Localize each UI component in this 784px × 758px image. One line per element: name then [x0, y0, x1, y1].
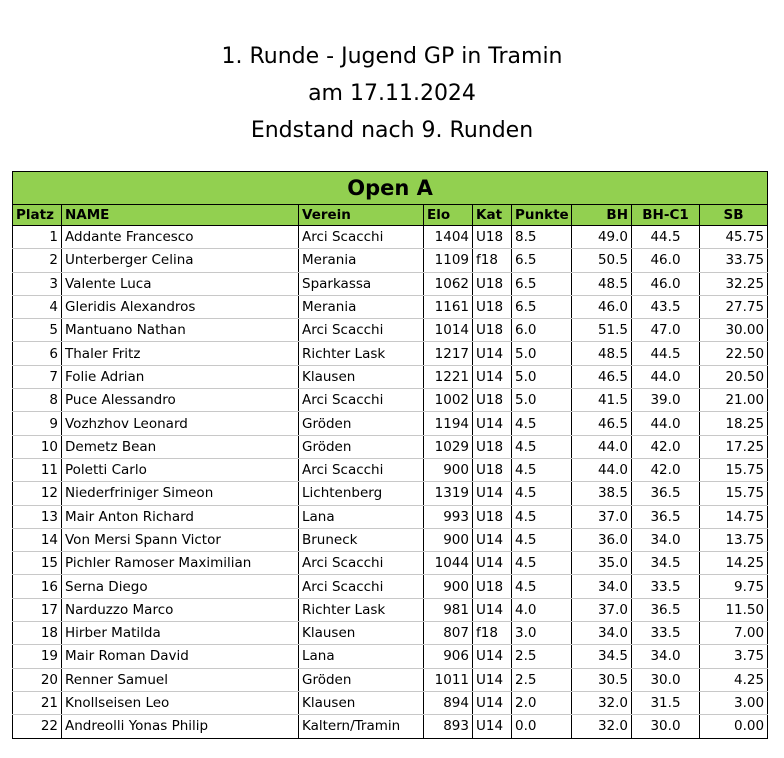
cell-platz: 7 — [13, 365, 62, 388]
cell-bh: 49.0 — [572, 226, 632, 249]
cell-sb: 11.50 — [700, 598, 768, 621]
cell-kat: U18 — [473, 272, 512, 295]
cell-verein: Richter Lask — [299, 598, 424, 621]
cell-bhc1: 34.0 — [632, 528, 700, 551]
cell-punkte: 6.5 — [512, 249, 572, 272]
cell-name: Thaler Fritz — [62, 342, 299, 365]
cell-verein: Merania — [299, 249, 424, 272]
cell-elo: 1002 — [424, 389, 473, 412]
cell-bhc1: 43.5 — [632, 295, 700, 318]
cell-punkte: 4.5 — [512, 528, 572, 551]
cell-bhc1: 46.0 — [632, 272, 700, 295]
cell-sb: 15.75 — [700, 482, 768, 505]
cell-bh: 51.5 — [572, 319, 632, 342]
cell-elo: 1404 — [424, 226, 473, 249]
cell-sb: 22.50 — [700, 342, 768, 365]
cell-elo: 1194 — [424, 412, 473, 435]
cell-bhc1: 36.5 — [632, 505, 700, 528]
cell-platz: 20 — [13, 668, 62, 691]
cell-bhc1: 33.5 — [632, 575, 700, 598]
cell-punkte: 5.0 — [512, 365, 572, 388]
cell-verein: Arci Scacchi — [299, 319, 424, 342]
cell-platz: 1 — [13, 226, 62, 249]
cell-verein: Klausen — [299, 691, 424, 714]
cell-name: Demetz Bean — [62, 435, 299, 458]
table-row — [13, 482, 768, 505]
cell-platz: 6 — [13, 342, 62, 365]
cell-punkte: 4.5 — [512, 505, 572, 528]
cell-bh: 46.5 — [572, 365, 632, 388]
table-row — [13, 691, 768, 714]
cell-bh: 35.0 — [572, 552, 632, 575]
table-row — [13, 552, 768, 575]
cell-kat: U18 — [473, 505, 512, 528]
col-header-bh: BH — [572, 205, 632, 226]
cell-elo: 1062 — [424, 272, 473, 295]
cell-sb: 3.00 — [700, 691, 768, 714]
cell-name: Andreolli Yonas Philip — [62, 715, 299, 738]
cell-verein: Gröden — [299, 435, 424, 458]
cell-verein: Lana — [299, 645, 424, 668]
cell-verein: Arci Scacchi — [299, 458, 424, 481]
cell-bh: 30.5 — [572, 668, 632, 691]
cell-platz: 22 — [13, 715, 62, 738]
cell-elo: 1011 — [424, 668, 473, 691]
cell-bh: 48.5 — [572, 272, 632, 295]
cell-bh: 34.0 — [572, 575, 632, 598]
cell-bhc1: 34.5 — [632, 552, 700, 575]
cell-bhc1: 44.5 — [632, 342, 700, 365]
cell-name: Niederfriniger Simeon — [62, 482, 299, 505]
cell-sb: 0.00 — [700, 715, 768, 738]
cell-punkte: 6.5 — [512, 295, 572, 318]
cell-elo: 1217 — [424, 342, 473, 365]
table-row — [13, 342, 768, 365]
cell-punkte: 3.0 — [512, 622, 572, 645]
cell-name: Addante Francesco — [62, 226, 299, 249]
table-row — [13, 715, 768, 738]
cell-verein: Arci Scacchi — [299, 389, 424, 412]
cell-platz: 9 — [13, 412, 62, 435]
cell-sb: 27.75 — [700, 295, 768, 318]
cell-bhc1: 30.0 — [632, 715, 700, 738]
cell-sb: 13.75 — [700, 528, 768, 551]
col-header-elo: Elo — [424, 205, 473, 226]
table-row — [13, 458, 768, 481]
cell-punkte: 4.5 — [512, 412, 572, 435]
group-title: Open A — [13, 172, 768, 205]
cell-platz: 18 — [13, 622, 62, 645]
table-row — [13, 389, 768, 412]
cell-bhc1: 31.5 — [632, 691, 700, 714]
cell-kat: U14 — [473, 598, 512, 621]
cell-name: Narduzzo Marco — [62, 598, 299, 621]
cell-verein: Bruneck — [299, 528, 424, 551]
cell-bhc1: 34.0 — [632, 645, 700, 668]
cell-bhc1: 39.0 — [632, 389, 700, 412]
cell-kat: U18 — [473, 435, 512, 458]
cell-platz: 3 — [13, 272, 62, 295]
cell-platz: 5 — [13, 319, 62, 342]
cell-elo: 1319 — [424, 482, 473, 505]
cell-platz: 17 — [13, 598, 62, 621]
table-row — [13, 598, 768, 621]
col-header-kat: Kat — [473, 205, 512, 226]
cell-platz: 21 — [13, 691, 62, 714]
cell-sb: 14.25 — [700, 552, 768, 575]
cell-verein: Gröden — [299, 668, 424, 691]
cell-sb: 17.25 — [700, 435, 768, 458]
table-row — [13, 249, 768, 272]
cell-sb: 32.25 — [700, 272, 768, 295]
cell-verein: Arci Scacchi — [299, 575, 424, 598]
cell-kat: U14 — [473, 552, 512, 575]
cell-punkte: 6.0 — [512, 319, 572, 342]
cell-kat: U18 — [473, 226, 512, 249]
cell-kat: U14 — [473, 528, 512, 551]
cell-name: Vozhzhov Leonard — [62, 412, 299, 435]
cell-bh: 34.0 — [572, 622, 632, 645]
table-row — [13, 295, 768, 318]
cell-name: Unterberger Celina — [62, 249, 299, 272]
cell-verein: Sparkassa — [299, 272, 424, 295]
cell-kat: U14 — [473, 342, 512, 365]
cell-platz: 13 — [13, 505, 62, 528]
cell-sb: 9.75 — [700, 575, 768, 598]
cell-bh: 46.0 — [572, 295, 632, 318]
cell-bh: 48.5 — [572, 342, 632, 365]
table-row — [13, 528, 768, 551]
cell-elo: 906 — [424, 645, 473, 668]
cell-verein: Merania — [299, 295, 424, 318]
cell-bhc1: 36.5 — [632, 482, 700, 505]
cell-sb: 4.25 — [700, 668, 768, 691]
cell-punkte: 5.0 — [512, 342, 572, 365]
group-header-row — [13, 172, 768, 205]
cell-sb: 7.00 — [700, 622, 768, 645]
col-header-sb: SB — [700, 205, 768, 226]
report-heading — [0, 38, 784, 149]
table-row — [13, 505, 768, 528]
cell-name: Poletti Carlo — [62, 458, 299, 481]
cell-bh: 41.5 — [572, 389, 632, 412]
cell-sb: 33.75 — [700, 249, 768, 272]
cell-name: Renner Samuel — [62, 668, 299, 691]
cell-kat: U18 — [473, 575, 512, 598]
cell-punkte: 4.5 — [512, 552, 572, 575]
cell-bh: 32.0 — [572, 715, 632, 738]
cell-kat: U14 — [473, 365, 512, 388]
cell-elo: 993 — [424, 505, 473, 528]
cell-platz: 2 — [13, 249, 62, 272]
cell-platz: 14 — [13, 528, 62, 551]
cell-sb: 15.75 — [700, 458, 768, 481]
cell-elo: 1109 — [424, 249, 473, 272]
heading-date: am 17.11.2024 — [308, 81, 476, 106]
cell-bh: 44.0 — [572, 458, 632, 481]
cell-kat: U14 — [473, 715, 512, 738]
cell-name: Gleridis Alexandros — [62, 295, 299, 318]
cell-verein: Arci Scacchi — [299, 552, 424, 575]
table-row — [13, 435, 768, 458]
cell-bh: 38.5 — [572, 482, 632, 505]
cell-platz: 11 — [13, 458, 62, 481]
cell-bhc1: 36.5 — [632, 598, 700, 621]
cell-sb: 45.75 — [700, 226, 768, 249]
table-row — [13, 272, 768, 295]
cell-kat: U14 — [473, 412, 512, 435]
cell-platz: 8 — [13, 389, 62, 412]
col-header-verein: Verein — [299, 205, 424, 226]
cell-bhc1: 44.5 — [632, 226, 700, 249]
table-row — [13, 575, 768, 598]
cell-bhc1: 30.0 — [632, 668, 700, 691]
cell-verein: Klausen — [299, 365, 424, 388]
heading-title: 1. Runde - Jugend GP in Tramin — [221, 44, 563, 69]
cell-elo: 900 — [424, 528, 473, 551]
cell-punkte: 4.5 — [512, 482, 572, 505]
cell-elo: 1161 — [424, 295, 473, 318]
cell-name: Mair Roman David — [62, 645, 299, 668]
cell-name: Mair Anton Richard — [62, 505, 299, 528]
col-header-platz: Platz — [13, 205, 62, 226]
cell-bh: 37.0 — [572, 505, 632, 528]
standings-table — [12, 171, 768, 739]
table-row — [13, 412, 768, 435]
cell-sb: 30.00 — [700, 319, 768, 342]
cell-name: Puce Alessandro — [62, 389, 299, 412]
cell-punkte: 4.5 — [512, 458, 572, 481]
cell-name: Valente Luca — [62, 272, 299, 295]
cell-kat: U14 — [473, 668, 512, 691]
cell-elo: 1221 — [424, 365, 473, 388]
cell-sb: 21.00 — [700, 389, 768, 412]
cell-bh: 50.5 — [572, 249, 632, 272]
cell-elo: 1014 — [424, 319, 473, 342]
table-row — [13, 365, 768, 388]
cell-bhc1: 33.5 — [632, 622, 700, 645]
cell-elo: 893 — [424, 715, 473, 738]
cell-kat: U18 — [473, 319, 512, 342]
cell-bh: 32.0 — [572, 691, 632, 714]
cell-kat: U14 — [473, 482, 512, 505]
cell-bhc1: 46.0 — [632, 249, 700, 272]
cell-bhc1: 42.0 — [632, 458, 700, 481]
column-header-row — [13, 205, 768, 226]
cell-name: Pichler Ramoser Maximilian — [62, 552, 299, 575]
cell-verein: Lana — [299, 505, 424, 528]
cell-kat: f18 — [473, 622, 512, 645]
cell-punkte: 4.5 — [512, 435, 572, 458]
cell-sb: 18.25 — [700, 412, 768, 435]
cell-elo: 894 — [424, 691, 473, 714]
cell-verein: Richter Lask — [299, 342, 424, 365]
cell-name: Von Mersi Spann Victor — [62, 528, 299, 551]
cell-elo: 900 — [424, 575, 473, 598]
cell-verein: Gröden — [299, 412, 424, 435]
cell-platz: 15 — [13, 552, 62, 575]
cell-platz: 12 — [13, 482, 62, 505]
cell-bhc1: 47.0 — [632, 319, 700, 342]
cell-verein: Arci Scacchi — [299, 226, 424, 249]
standings-body — [13, 226, 768, 739]
cell-bhc1: 42.0 — [632, 435, 700, 458]
cell-sb: 20.50 — [700, 365, 768, 388]
cell-verein: Klausen — [299, 622, 424, 645]
cell-punkte: 4.5 — [512, 575, 572, 598]
cell-platz: 19 — [13, 645, 62, 668]
table-row — [13, 622, 768, 645]
cell-verein: Kaltern/Tramin — [299, 715, 424, 738]
table-row — [13, 645, 768, 668]
cell-elo: 900 — [424, 458, 473, 481]
cell-punkte: 4.0 — [512, 598, 572, 621]
table-row — [13, 319, 768, 342]
cell-elo: 1044 — [424, 552, 473, 575]
cell-punkte: 8.5 — [512, 226, 572, 249]
cell-kat: U14 — [473, 691, 512, 714]
cell-bh: 34.5 — [572, 645, 632, 668]
cell-punkte: 5.0 — [512, 389, 572, 412]
cell-kat: U18 — [473, 295, 512, 318]
cell-punkte: 0.0 — [512, 715, 572, 738]
col-header-name: NAME — [62, 205, 299, 226]
table-row — [13, 226, 768, 249]
cell-name: Mantuano Nathan — [62, 319, 299, 342]
cell-platz: 16 — [13, 575, 62, 598]
cell-bhc1: 44.0 — [632, 412, 700, 435]
cell-elo: 1029 — [424, 435, 473, 458]
cell-verein: Lichtenberg — [299, 482, 424, 505]
cell-kat: U18 — [473, 389, 512, 412]
cell-sb: 14.75 — [700, 505, 768, 528]
cell-platz: 10 — [13, 435, 62, 458]
cell-punkte: 2.5 — [512, 668, 572, 691]
cell-punkte: 2.0 — [512, 691, 572, 714]
cell-punkte: 6.5 — [512, 272, 572, 295]
cell-bh: 46.5 — [572, 412, 632, 435]
cell-name: Folie Adrian — [62, 365, 299, 388]
cell-bhc1: 44.0 — [632, 365, 700, 388]
cell-bh: 44.0 — [572, 435, 632, 458]
cell-bh: 37.0 — [572, 598, 632, 621]
cell-elo: 807 — [424, 622, 473, 645]
cell-platz: 4 — [13, 295, 62, 318]
cell-name: Hirber Matilda — [62, 622, 299, 645]
cell-sb: 3.75 — [700, 645, 768, 668]
table-row — [13, 668, 768, 691]
cell-name: Serna Diego — [62, 575, 299, 598]
cell-name: Knollseisen Leo — [62, 691, 299, 714]
col-header-punkte: Punkte — [512, 205, 572, 226]
col-header-bhc1: BH-C1 — [632, 205, 700, 226]
cell-bh: 36.0 — [572, 528, 632, 551]
heading-subtitle: Endstand nach 9. Runden — [250, 118, 534, 143]
cell-punkte: 2.5 — [512, 645, 572, 668]
cell-kat: U18 — [473, 458, 512, 481]
cell-kat: f18 — [473, 249, 512, 272]
cell-elo: 981 — [424, 598, 473, 621]
cell-kat: U14 — [473, 645, 512, 668]
